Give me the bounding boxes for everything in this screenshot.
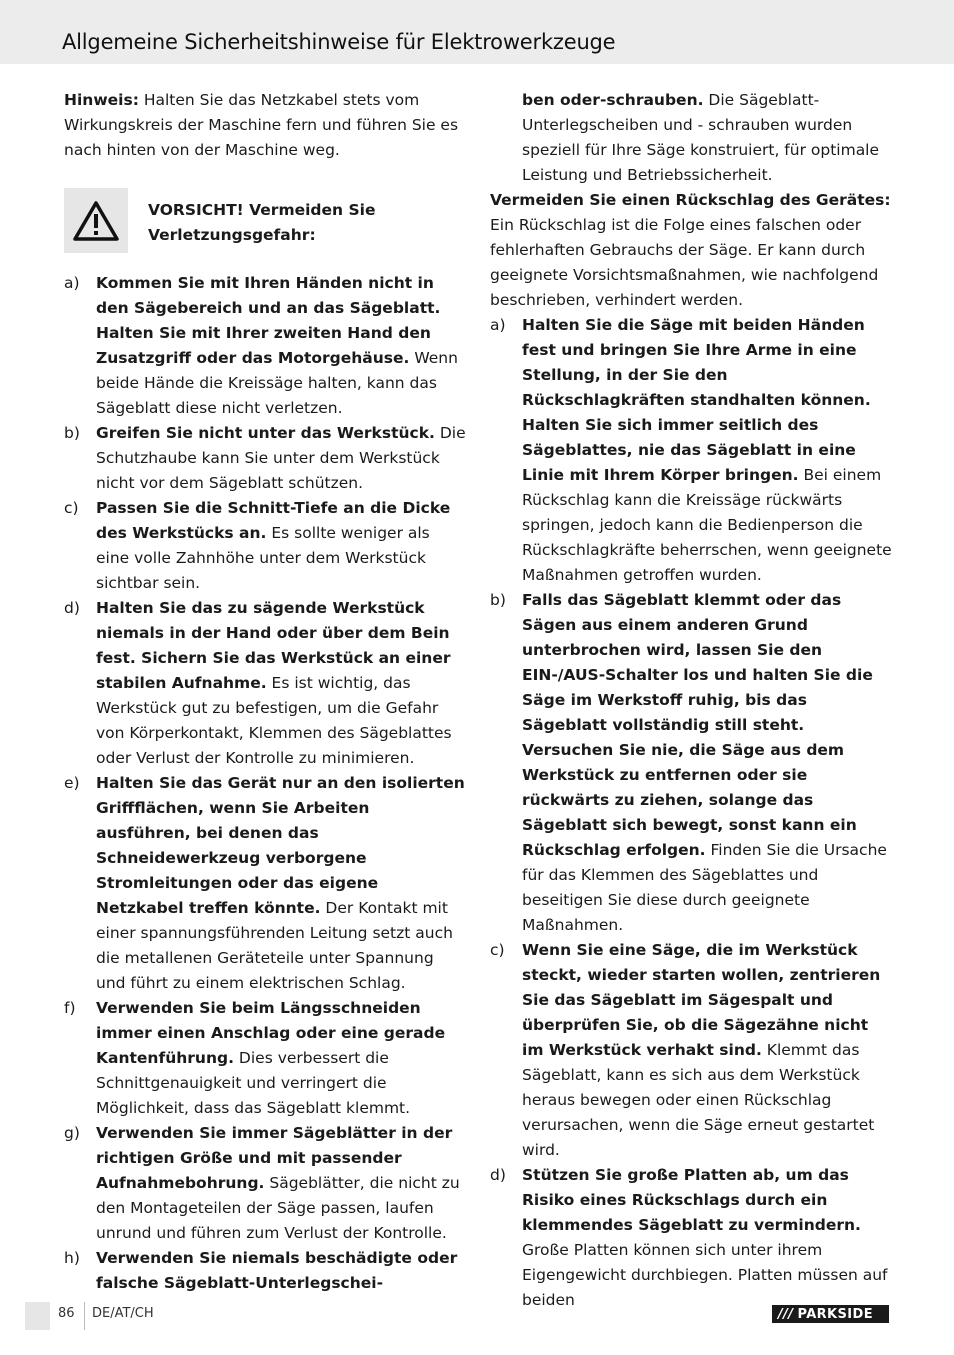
item-bold: Wenn Sie eine Säge, die im Werkstück steckt, wieder starten wollen, zentrieren Sie das Sägeblatt im Sägespalt und überprüfen Sie, ob die Sägezähne nicht im Werkstück verhakt sind.: [522, 941, 881, 1059]
list-item: [64, 1121, 466, 1246]
note-label: Hinweis:: [64, 91, 139, 109]
country-codes: DE/AT/CH: [92, 1306, 154, 1321]
item-bold: Stützen Sie große Platten ab, um das Risiko eines Rückschlags durch ein klemmendes Sägeblatt zu vermindern.: [522, 1166, 861, 1234]
list-item: [64, 421, 466, 496]
section-intro: Ein Rückschlag ist die Folge eines falschen oder fehlerhaften Gebrauchs der Säge. Er kann durch geeignete Vorsichtsmaßnahmen, wie nachfolgend beschrieben, verhindert werden.: [490, 216, 879, 309]
item-text: [522, 88, 892, 188]
item-body: Die Schutzhaube kann Sie unter dem Werkstück nicht vor dem Sägeblatt schützen.: [96, 424, 466, 492]
list-item: [64, 1246, 466, 1296]
page-number: 86: [58, 1306, 75, 1321]
item-bold: Halten Sie das Gerät nur an den isolierten Griffflächen, wenn Sie Arbeiten ausführen, bei denen das Schneidewerkzeug verborgene Stromleitungen oder das eigene Netzkabel treffen könnte.: [96, 774, 465, 917]
item-text: [96, 771, 466, 996]
item-body: Wenn beide Hände die Kreissäge halten, kann das Sägeblatt diese nicht verletzen.: [96, 349, 458, 417]
footer-marker: [25, 1302, 50, 1330]
item-label: d): [64, 599, 80, 617]
item-text: [96, 1121, 466, 1246]
warning-title: VORSICHT! Vermeiden Sie Verletzungsgefahr:: [148, 201, 376, 244]
item-body: Dies verbessert die Schnittgenauigkeit und verringert die Möglichkeit, dass das Sägeblatt klemmt.: [96, 1049, 411, 1117]
warning-triangle-icon: [64, 188, 128, 253]
warning-block: [64, 188, 466, 253]
list-item: [64, 596, 466, 771]
list-item: [64, 496, 466, 596]
item-bold: Halten Sie die Säge mit beiden Händen fest und bringen Sie Ihre Arme in eine Stellung, in der Sie den Rückschlagkräften standhalten können. Halten Sie sich immer seitlich des Sägeblattes, nie das Sägeblatt in eine Linie mit Ihrem Körper bringen.: [522, 316, 871, 484]
item-body: Große Platten können sich unter ihrem Eigengewicht durchbiegen. Platten müssen auf beiden: [522, 1241, 888, 1309]
item-text: [522, 938, 892, 1163]
item-bold: Kommen Sie mit Ihren Händen nicht in den Sägebereich und an das Sägeblatt. Halten Sie mit Ihrer zweiten Hand den Zusatzgriff oder das Motorgehäuse.: [96, 274, 441, 367]
left-column: [64, 88, 466, 1296]
item-text: [522, 588, 892, 938]
page-header: [0, 0, 954, 64]
item-bold: Verwenden Sie immer Sägeblätter in der richtigen Größe und mit passender Aufnahmebohrung.: [96, 1124, 453, 1192]
list-item: [490, 313, 892, 588]
list-item: [490, 938, 892, 1163]
item-label: a): [490, 316, 506, 334]
item-text: [96, 496, 466, 596]
page-title: Allgemeine Sicherheitshinweise für Elektrowerkzeuge: [62, 30, 616, 54]
item-label: b): [64, 424, 80, 442]
item-body: Klemmt das Sägeblatt, kann es sich aus dem Werkstück heraus bewegen oder einen Rückschlag verursachen, wenn die Säge erneut gestartet wird.: [522, 1041, 875, 1159]
item-bold: ben oder-schrauben.: [522, 91, 704, 109]
note-text: Halten Sie das Netzkabel stets vom Wirkungskreis der Maschine fern und führen Sie es nach hinten von der Maschine weg.: [64, 91, 459, 159]
item-body: Es sollte weniger als eine volle Zahnhöhe unter dem Werkstück sichtbar sein.: [96, 524, 430, 592]
item-text: [522, 313, 892, 588]
item-label: h): [64, 1249, 80, 1267]
item-body: Bei einem Rückschlag kann die Kreissäge rückwärts springen, jedoch kann die Bedienperson die Rückschlagkräfte beherrschen, wenn geeignete Maßnahmen getroffen wurden.: [522, 466, 892, 584]
item-bold: Falls das Sägeblatt klemmt oder das Sägen aus einem anderen Grund unterbrochen wird, lassen Sie den EIN-/AUS-Schalter los und halten Sie die Säge im Werkstoff ruhig, bis das Sägeblatt vollständig still steht. Versuchen Sie nie, die Säge aus dem Werkstück zu entfernen oder sie rückwärts zu ziehen, solange das Sägeblatt sich bewegt, sonst kann ein Rückschlag erfolgen.: [522, 591, 873, 859]
footer-divider: [84, 1302, 85, 1330]
item-text: [96, 421, 466, 496]
note-paragraph: [64, 88, 466, 163]
item-text: [96, 996, 466, 1121]
item-text: [96, 271, 466, 421]
item-label: e): [64, 774, 80, 792]
item-label: d): [490, 1166, 506, 1184]
list-item: [64, 771, 466, 996]
item-label: f): [64, 999, 76, 1017]
item-label: c): [64, 499, 79, 517]
item-bold: Greifen Sie nicht unter das Werkstück.: [96, 424, 435, 442]
right-column: [490, 88, 892, 1313]
brand-logo: [772, 1305, 889, 1323]
item-label: g): [64, 1124, 80, 1142]
item-bold: Verwenden Sie niemals beschädigte oder falsche Sägeblatt-Unterlegschei-: [96, 1249, 458, 1292]
item-body: Die Sägeblatt-Unterlegscheiben und - schrauben wurden speziell für Ihre Säge konstruiert, für optimale Leistung und Betriebssicherheit.: [522, 91, 880, 184]
item-body: Finden Sie die Ursache für das Klemmen des Sägeblattes und beseitigen Sie diese durch geeignete Maßnahmen.: [522, 841, 887, 934]
item-text: [522, 1163, 892, 1313]
item-bold: Halten Sie das zu sägende Werkstück niemals in der Hand oder über dem Bein fest. Sichern Sie das Werkstück an einer stabilen Aufnahme.: [96, 599, 451, 692]
item-text: [96, 1246, 466, 1296]
item-label: c): [490, 941, 505, 959]
item-bold: Passen Sie die Schnitt-Tiefe an die Dicke des Werkstücks an.: [96, 499, 451, 542]
item-body: Es ist wichtig, das Werkstück gut zu befestigen, um die Gefahr von Körperkontakt, Klemmen des Sägeblattes oder Verlust der Kontrolle zu minimieren.: [96, 674, 452, 767]
list-item: [490, 1163, 892, 1313]
item-label: b): [490, 591, 506, 609]
item-text: [96, 596, 466, 771]
item-label: a): [64, 274, 80, 292]
brand-name: PARKSIDE: [797, 1306, 874, 1322]
brand-stripes: ///: [778, 1306, 794, 1322]
list-item: [64, 996, 466, 1121]
item-bold: Verwenden Sie beim Längsschneiden immer einen Anschlag oder eine gerade Kantenführung.: [96, 999, 446, 1067]
list-item-continuation: [490, 88, 892, 188]
list-item: [490, 588, 892, 938]
section-title: Vermeiden Sie einen Rückschlag des Gerätes:: [490, 191, 891, 209]
item-body: Der Kontakt mit einer spannungsführenden Leitung setzt auch die metallenen Geräteteile unter Spannung und führt zu einem elektrischen Schlag.: [96, 899, 453, 992]
list-item: [64, 271, 466, 421]
item-body: Sägeblätter, die nicht zu den Montageteilen der Säge passen, laufen unrund und führen zum Verlust der Kontrolle.: [96, 1174, 460, 1242]
